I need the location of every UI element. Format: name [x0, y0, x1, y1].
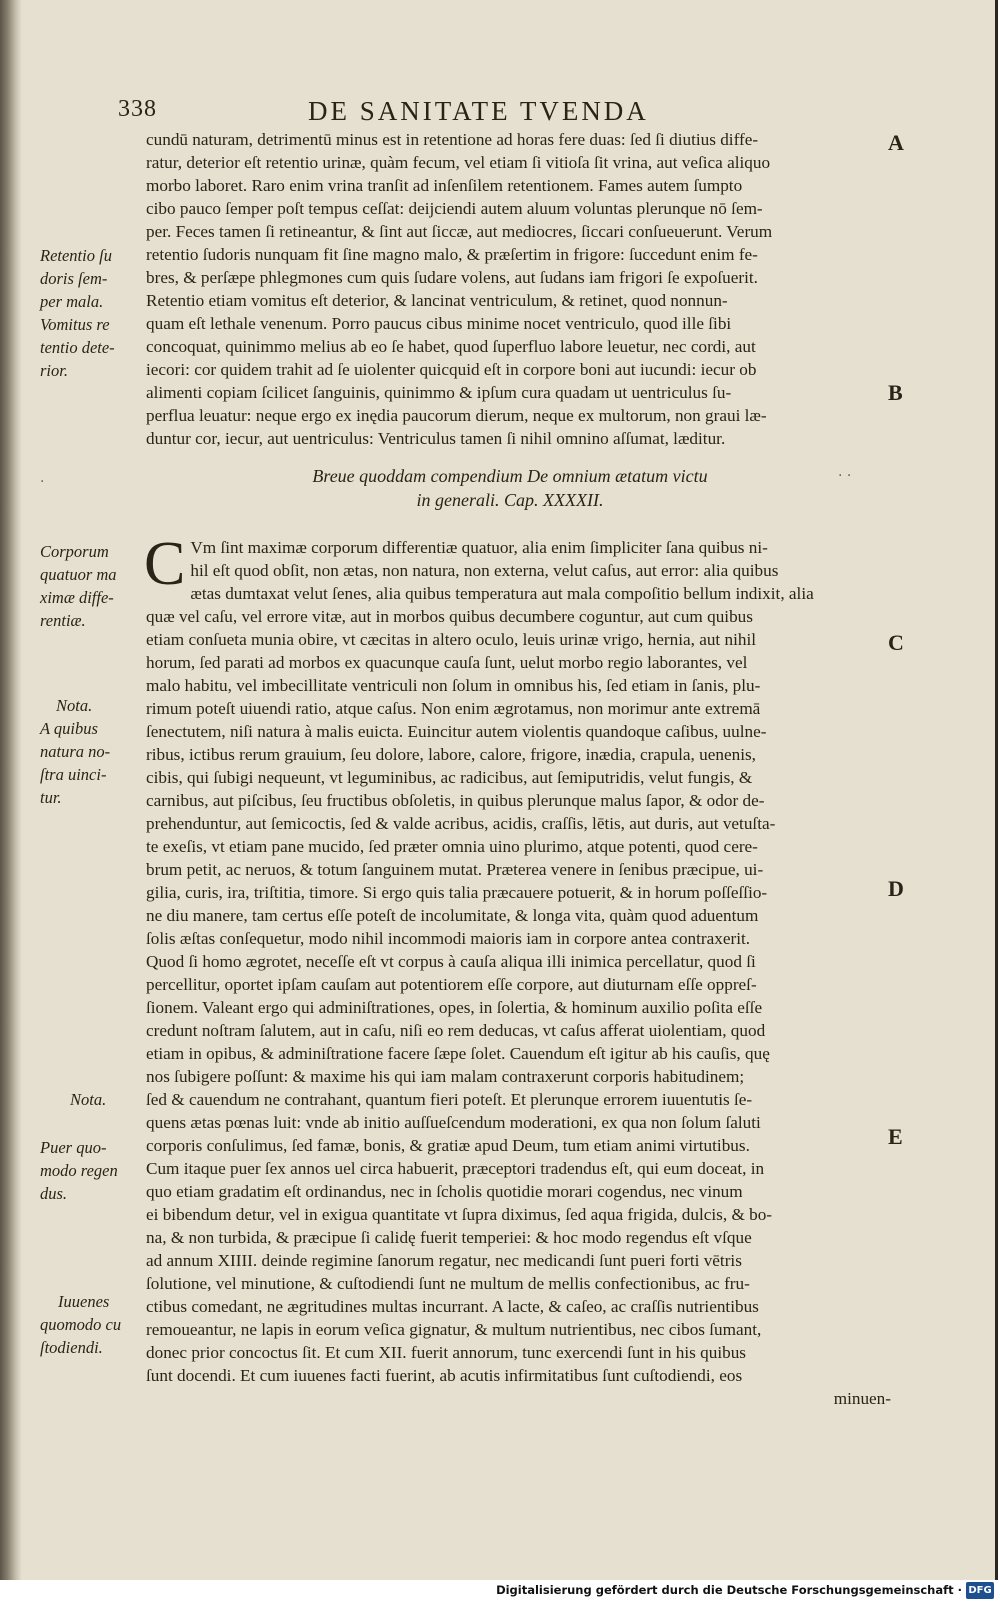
text-line: nos ſubigere poſſunt: & maxime his qui iam malam contraxerunt corporis habitudinem;	[146, 1067, 745, 1086]
text-line: per. Feces tamen ſi retineantur, & ſint aut ſiccæ, aut mediocres, ſiccari conſueuerunt. Verum	[146, 222, 773, 241]
text-line: Cum itaque puer ſex annos uel circa habuerit, præceptori tradendus eſt, qui eum doceat, in	[146, 1159, 765, 1178]
text-line: brum petit, ac neruos, & totum ſanguinem mutat. Præterea venere in ſenibus præcipue, ui-	[146, 860, 764, 879]
text-line: quo etiam gradatim eſt ordinandus, nec in ſcholis quotidie morari cogendus, nec vinum	[146, 1182, 743, 1201]
text-line: ſunt docendi. Et cum iuuenes facti fuerint, ab acutis infirmitatibus ſunt cuſtodiendi, eos	[146, 1366, 743, 1385]
text-line: ratur, deterior eſt retentio urinæ, quàm fecum, vel etiam ſi vitioſa ſit vrina, aut veſica aliquo	[146, 153, 771, 172]
marginal-note-corporum	[40, 540, 140, 632]
running-title: DE SANITATE TVENDA	[308, 96, 649, 126]
text-line: cibis, qui ſubigi nequeunt, vt leguminibus, ac radicibus, aut ſemiputridis, velut fungis, &	[146, 768, 753, 787]
text-line: percellitur, oportet ipſam cauſam aut potentiorem eſſe corpore, aut diuturnam eſſe oppreſ-	[146, 975, 757, 994]
marginal-line: rentiæ.	[40, 611, 86, 630]
marginal-line: Nota.	[70, 1090, 107, 1109]
marginal-note-retentio	[40, 244, 140, 382]
marginal-line: doris ſem-	[40, 269, 108, 288]
text-line: ætas dumtaxat velut ſenes, alia quibus temperatura aut mala compoſitio bellum indixit, alia	[190, 584, 814, 603]
text-line: quæ vel caſu, vel errore vitæ, aut in morbos quibus decumbere coguntur, aut cum quibus	[146, 607, 753, 626]
text-line: Retentio etiam vomitus eſt deterior, & lancinat ventriculum, & retinet, quod nonnun-	[146, 291, 728, 310]
page-number: 338	[118, 96, 157, 122]
chapter-heading	[180, 464, 840, 512]
funding-notice: Digitalisierung gefördert durch die Deutsche Forschungsgemeinschaft ·	[496, 1583, 962, 1597]
marginal-line: quatuor ma	[40, 565, 117, 584]
marginal-line: Retentio ſu	[40, 246, 112, 265]
marginal-line: ximæ diffe-	[40, 588, 114, 607]
text-line: ſolis æſtas conſequetur, modo nihil incommodi maioris iam in corpore antea contraxerit.	[146, 929, 751, 948]
text-line: rimum poteſt uiuendi ratio, atque caſus. Non enim ægrotamus, non morimur ante extremā	[146, 699, 761, 718]
text-line: ſolutione, vel minutione, & cuſtodiendi ſunt ne multum de mellis confectionibus, ac fru-	[146, 1274, 750, 1293]
marginal-line: per mala.	[40, 292, 104, 311]
marginal-line: tur.	[40, 788, 62, 807]
paragraph-chapter-42	[144, 530, 891, 1410]
section-letter-e: E	[888, 1124, 903, 1149]
catchword: minuen-	[833, 1389, 891, 1408]
text-line: Quod ſi homo ægrotet, neceſſe eſt vt corpus à cauſa aliqua illi inimica percellatur, quod ſi	[146, 952, 756, 971]
text-line: etiam in opibus, & adminiſtratione facere ſæpe ſolet. Cauendum eſt igitur ab his cauſis, quę	[146, 1044, 770, 1063]
text-line: corporis conſulimus, ſed famæ, bonis, & gratiæ apud Deum, tum etiam animi virtutibus.	[146, 1136, 750, 1155]
marginal-note-puer	[40, 1136, 140, 1205]
text-line: ctibus comedant, ne ægritudines multas incurrant. A lacte, & caſeo, ac craſſis nutrientibus	[146, 1297, 759, 1316]
text-line: ne diu manere, tam certus eſſe poteſt de incolumitate, & longa vita, quàm quod aduentum	[146, 906, 759, 925]
text-line: retentio ſudoris nunquam fit ſine magno malo, & præſertim in frigore: ſuccedunt enim fe-	[146, 245, 758, 264]
text-line: hil eſt quod obſit, non ætas, non natura, non externa, velut caſus, aut error: alia quibus	[190, 561, 779, 580]
text-line: Vm ſint maximæ corporum differentiæ quatuor, alia enim ſimpliciter ſana quibus ni-	[190, 538, 768, 557]
text-line: morbo laboret. Raro enim vrina tranſit ad inſenſilem retentionem. Fames autem ſumpto	[146, 176, 743, 195]
text-line: ad annum XIIII. deinde regimine ſanorum regatur, nec medicandi ſunt pueri forti vētris	[146, 1251, 742, 1270]
text-line: bres, & perſæpe phlegmones cum quis ſudare volens, aut ſudans iam frigori ſe expoſuerit.	[146, 268, 758, 287]
binding-shadow	[0, 0, 22, 1580]
text-line: ei bibendum detur, vel in exigua quantitate vt ſupra diximus, ſed aqua frigida, dulcis, & bo-	[146, 1205, 773, 1224]
marginal-line: A quibus	[40, 719, 98, 738]
text-line: cundū naturam, detrimentū minus est in retentione ad horas fere duas: ſed ſi diutius diffe-	[146, 130, 759, 149]
chapter-heading-line: in generali. Cap. XXXXII.	[416, 490, 604, 510]
marginal-line: tentio dete-	[40, 338, 115, 357]
text-line: prehenduntur, aut ſemicoctis, ſed & valde acribus, acidis, craſſis, lētis, aut duris, aut vetuſta-	[146, 814, 776, 833]
marginal-line: natura no-	[40, 742, 111, 761]
stray-mark: · ·	[838, 468, 852, 484]
text-line: malo habitu, vel imbecillitate ventriculi non ſolum in omnibus his, ſed etiam in ſanis, plu-	[146, 676, 761, 695]
marginal-line: quomodo cu	[40, 1315, 122, 1334]
marginal-line: modo regen	[40, 1161, 118, 1180]
text-line: concoquat, quinimmo melius ab eo ſe habet, quod ſuperfluo labore leuetur, nec cordi, aut	[146, 337, 756, 356]
text-line: remoueantur, ne lapis in eorum veſica gignatur, & multum nutrientibus, nec cibos ſumant,	[146, 1320, 762, 1339]
section-letter-c: C	[888, 630, 904, 655]
dfg-logo: DFG	[966, 1582, 994, 1599]
text-line: ſenectutem, niſi natura à malis euicta. Euincitur autem violentis quandoque caſibus, uulne-	[146, 722, 767, 741]
text-line: quam eſt lethale venenum. Porro paucus cibus minime nocet ventriculo, quod ille ſibi	[146, 314, 732, 333]
stray-mark: ·	[40, 474, 45, 490]
marginal-note-nota	[40, 1088, 140, 1111]
text-line: alimenti copiam ſcilicet ſanguinis, quinimmo & ipſum cura quadam ut uentriculus ſu-	[146, 383, 732, 402]
marginal-line: ſtra uinci-	[40, 765, 107, 784]
text-line: etiam conſueta munia obire, vt cæcitas in altero oculo, leuis urinæ vrigo, hernia, aut nihil	[146, 630, 756, 649]
text-line: perflua leuatur: neque ergo ex inędia paucorum dierum, neque ex multorum, non graui læ-	[146, 406, 767, 425]
text-line: horum, ſed parati ad morbos ex quacunque cauſa ſunt, uelut morbo regio laborantes, vel	[146, 653, 748, 672]
text-line: carnibus, aut piſcibus, ſeu fructibus obſoletis, in quibus plerunque malus ſapor, & odor de-	[146, 791, 765, 810]
text-line: cibo pauco ſemper poſt tempus ceſſat: deijciendi autem aluum voluntas plerunque nō ſem-	[146, 199, 763, 218]
paragraph-retention	[146, 128, 891, 450]
section-letter-d: D	[888, 876, 904, 901]
text-line: iecori: cor quidem trahit ad ſe uiolenter quicquid eſt in corpore boni aut iucundi: iecur ob	[146, 360, 757, 379]
marginal-line: dus.	[40, 1184, 68, 1203]
text-line: duntur cor, iecur, aut uentriculus: Ventriculus tamen ſi nihil omnino aſſumat, læditur.	[146, 429, 726, 448]
running-head	[118, 96, 758, 130]
marginal-line: ſtodiendi.	[40, 1338, 103, 1357]
marginal-line: rior.	[40, 361, 68, 380]
text-line: ſionem. Valeant ergo qui adminiſtrationes, opes, in ſolertia, & hominum auxilio poſita eſſe	[146, 998, 763, 1017]
text-line: ſed & cauendum ne contrahant, quantum fieri poteſt. Et plerunque errorem iuuentutis ſe-	[146, 1090, 753, 1109]
marginal-line: Iuuenes	[58, 1292, 110, 1311]
marginal-line: Puer quo-	[40, 1138, 107, 1157]
marginal-line: Corporum	[40, 542, 109, 561]
chapter-heading-line: Breue quoddam compendium De omnium ætatum victu	[312, 466, 708, 486]
section-letter-a: A	[888, 130, 904, 155]
text-line: gilia, curis, ira, triſtitia, timore. Si ergo quis talia præcauere potuerit, & in horum poſſeſſio-	[146, 883, 768, 902]
drop-cap-initial: C	[144, 530, 186, 598]
marginal-line: Nota.	[56, 696, 93, 715]
text-line: te exeſis, vt etiam pane mucido, ſed præter omnia uino plurimo, atque potenti, quod cere-	[146, 837, 758, 856]
text-line: credunt noſtram ſalutem, aut in caſu, niſi eo rem deducas, vt caſus afferat uiolentiam, quod	[146, 1021, 766, 1040]
text-line: ribus, ictibus rerum grauium, ſeu dolore, labore, calore, frigore, inædia, crapula, uenenis,	[146, 745, 756, 764]
footer-bar	[0, 1580, 1000, 1603]
text-line: quens ætas pœnas luit: vnde ab initio auſſueſcendum moderationi, ex qua non ſolum ſaluti	[146, 1113, 761, 1132]
marginal-note-nota-a-quibus	[40, 694, 140, 809]
text-line: donec prior concoctus ſit. Et cum XII. fuerit annorum, tunc exercendi ſunt in his quibus	[146, 1343, 746, 1362]
text-line: na, & non turbida, & præcipue ſi calidę fuerit temperiei: & hoc modo regendus eſt vſque	[146, 1228, 752, 1247]
marginal-note-iuuenes	[40, 1290, 140, 1359]
section-letter-b: B	[888, 380, 903, 405]
marginal-line: Vomitus re	[40, 315, 110, 334]
